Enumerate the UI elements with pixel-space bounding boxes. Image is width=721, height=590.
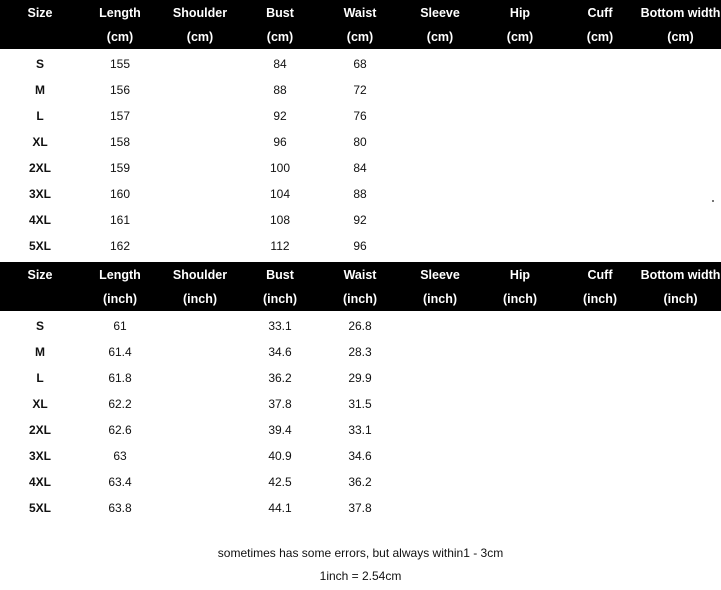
cell-hip	[480, 365, 560, 391]
cell-hip	[480, 77, 560, 103]
table-row	[0, 495, 721, 521]
measurement-error-note: sometimes has some errors, but always within1 - 3cm	[217, 546, 504, 560]
cell-waist: 76	[353, 109, 367, 123]
cell-sleeve	[400, 233, 480, 259]
cell-bust: 36.2	[268, 371, 292, 385]
cell-bottom-width	[640, 495, 721, 521]
cell-size: 5XL	[28, 501, 51, 515]
cell-waist: 31.5	[348, 397, 372, 411]
unit-size	[0, 287, 80, 311]
unit-cuff: (inch)	[582, 292, 618, 306]
cell-length: 159	[109, 161, 131, 175]
cell-bust: 40.9	[268, 449, 292, 463]
cell-bottom-width	[640, 155, 721, 181]
cell-bottom-width	[640, 77, 721, 103]
cell-waist: 34.6	[348, 449, 372, 463]
table-row	[0, 77, 721, 103]
cell-bottom-width	[640, 365, 721, 391]
cell-size: L	[36, 371, 44, 385]
cell-length: 63	[113, 449, 127, 463]
header-bust: Bust	[266, 268, 294, 282]
cell-waist: 92	[353, 213, 367, 227]
cell-shoulder	[160, 181, 240, 207]
header-sleeve: Sleeve	[420, 268, 460, 282]
unit-size	[0, 25, 80, 49]
cell-sleeve	[400, 495, 480, 521]
cell-bottom-width	[640, 443, 721, 469]
cell-sleeve	[400, 443, 480, 469]
unit-length: (cm)	[106, 30, 134, 44]
cell-sleeve	[400, 103, 480, 129]
unit-cuff: (cm)	[586, 30, 614, 44]
cell-length: 62.6	[108, 423, 132, 437]
header-waist: Waist	[343, 6, 377, 20]
table-row	[0, 339, 721, 365]
cell-cuff	[560, 469, 640, 495]
cell-shoulder	[160, 495, 240, 521]
table-row	[0, 155, 721, 181]
cell-hip	[480, 443, 560, 469]
header-name-row	[0, 262, 721, 287]
cell-length: 160	[109, 187, 131, 201]
cell-length: 62.2	[108, 397, 132, 411]
cell-shoulder	[160, 443, 240, 469]
cell-length: 61.4	[108, 345, 132, 359]
cell-shoulder	[160, 417, 240, 443]
table-row	[0, 49, 721, 77]
cell-shoulder	[160, 103, 240, 129]
cell-bust: 84	[273, 57, 287, 71]
cell-bust: 88	[273, 83, 287, 97]
cell-shoulder	[160, 391, 240, 417]
cell-waist: 96	[353, 239, 367, 253]
unit-hip: (cm)	[506, 30, 534, 44]
cell-bust: 112	[270, 239, 290, 253]
cell-bust: 33.1	[268, 319, 292, 333]
cell-cuff	[560, 417, 640, 443]
cell-cuff	[560, 339, 640, 365]
cell-hip	[480, 103, 560, 129]
cell-hip	[480, 233, 560, 259]
cell-size: S	[35, 319, 44, 333]
cell-cuff	[560, 311, 640, 339]
cell-cuff	[560, 365, 640, 391]
unit-bottom-width: (inch)	[663, 292, 698, 306]
unit-hip: (inch)	[502, 292, 538, 306]
header-unit-row	[0, 287, 721, 311]
cell-bust: 92	[273, 109, 287, 123]
cell-sleeve	[400, 77, 480, 103]
size-table-inch	[0, 262, 721, 521]
cell-cuff	[560, 495, 640, 521]
cell-sleeve	[400, 129, 480, 155]
cell-size: M	[35, 83, 45, 97]
cell-waist: 33.1	[348, 423, 372, 437]
cell-bust: 96	[273, 135, 287, 149]
unit-waist: (cm)	[346, 30, 374, 44]
cell-length: 155	[109, 57, 131, 71]
cell-waist: 28.3	[348, 345, 372, 359]
table-header	[0, 0, 721, 49]
cell-bottom-width	[640, 417, 721, 443]
cell-waist: 84	[353, 161, 367, 175]
table-row	[0, 443, 721, 469]
unit-waist: (inch)	[342, 292, 378, 306]
header-name-row	[0, 0, 721, 25]
cell-waist: 80	[353, 135, 367, 149]
unit-sleeve: (cm)	[426, 30, 454, 44]
cell-bottom-width	[640, 49, 721, 77]
cell-length: 161	[109, 213, 131, 227]
cell-bust: 104	[269, 187, 291, 201]
cell-bust: 42.5	[268, 475, 292, 489]
cell-size: 3XL	[28, 449, 51, 463]
cell-sleeve	[400, 49, 480, 77]
cell-bottom-width	[640, 129, 721, 155]
cell-sleeve	[400, 417, 480, 443]
header-length: Length	[99, 6, 141, 20]
header-bottom-width: Bottom width	[640, 268, 721, 282]
cell-shoulder	[160, 207, 240, 233]
cell-bust: 100	[269, 161, 291, 175]
unit-bust: (cm)	[266, 30, 294, 44]
cell-shoulder	[160, 365, 240, 391]
cell-shoulder	[160, 77, 240, 103]
table-header	[0, 262, 721, 311]
table-row	[0, 417, 721, 443]
cell-bottom-width	[640, 233, 721, 259]
header-unit-row	[0, 25, 721, 49]
cell-shoulder	[160, 155, 240, 181]
table-row	[0, 391, 721, 417]
size-table-cm	[0, 0, 721, 259]
cell-hip	[480, 391, 560, 417]
cell-length: 158	[109, 135, 131, 149]
cell-sleeve	[400, 339, 480, 365]
cell-sleeve	[400, 181, 480, 207]
unit-shoulder: (inch)	[182, 292, 218, 306]
unit-sleeve: (inch)	[422, 292, 458, 306]
table-row	[0, 129, 721, 155]
cell-hip	[480, 417, 560, 443]
cell-hip	[480, 155, 560, 181]
cell-bottom-width	[640, 469, 721, 495]
cell-cuff	[560, 443, 640, 469]
cell-hip	[480, 311, 560, 339]
cell-cuff	[560, 207, 640, 233]
cell-sleeve	[400, 391, 480, 417]
header-shoulder: Shoulder	[172, 6, 228, 20]
header-shoulder: Shoulder	[172, 268, 228, 282]
unit-conversion-note: 1inch = 2.54cm	[319, 569, 402, 583]
cell-length: 63.4	[108, 475, 132, 489]
header-length: Length	[99, 268, 141, 282]
cell-length: 61.8	[108, 371, 132, 385]
cell-size: S	[35, 57, 44, 71]
header-hip: Hip	[509, 6, 531, 20]
unit-bottom-width: (cm)	[667, 30, 694, 44]
header-cuff: Cuff	[587, 268, 613, 282]
cell-bottom-width	[640, 207, 721, 233]
cell-bottom-width	[640, 339, 721, 365]
cell-bottom-width	[640, 181, 721, 207]
cell-cuff	[560, 77, 640, 103]
cell-cuff	[560, 155, 640, 181]
cell-sleeve	[400, 365, 480, 391]
table-row	[0, 469, 721, 495]
cell-shoulder	[160, 233, 240, 259]
cell-waist: 36.2	[348, 475, 372, 489]
table-row	[0, 181, 721, 207]
cell-cuff	[560, 49, 640, 77]
cell-bottom-width	[640, 391, 721, 417]
cell-shoulder	[160, 469, 240, 495]
table-row	[0, 365, 721, 391]
header-size: Size	[27, 268, 53, 282]
cell-waist: 37.8	[348, 501, 372, 515]
header-bottom-width: Bottom width	[640, 6, 721, 20]
unit-bust: (inch)	[262, 292, 298, 306]
cell-length: 162	[109, 239, 131, 253]
cell-size: XL	[32, 397, 48, 411]
cell-waist: 68	[353, 57, 367, 71]
cell-size: L	[36, 109, 44, 123]
cell-hip	[480, 469, 560, 495]
cell-shoulder	[160, 129, 240, 155]
cell-bust: 37.8	[268, 397, 292, 411]
cell-shoulder	[160, 339, 240, 365]
cell-bust: 108	[269, 213, 291, 227]
cell-length: 61	[113, 319, 127, 333]
cell-bust: 34.6	[268, 345, 292, 359]
cell-cuff	[560, 181, 640, 207]
cell-size: 5XL	[28, 239, 51, 253]
cell-hip	[480, 339, 560, 365]
cell-hip	[480, 181, 560, 207]
header-hip: Hip	[509, 268, 531, 282]
stray-mark	[712, 200, 714, 202]
cell-bottom-width	[640, 103, 721, 129]
cell-cuff	[560, 103, 640, 129]
unit-shoulder: (cm)	[186, 30, 214, 44]
header-sleeve: Sleeve	[420, 6, 460, 20]
cell-length: 63.8	[108, 501, 132, 515]
cell-shoulder	[160, 311, 240, 339]
cell-sleeve	[400, 311, 480, 339]
table-row	[0, 311, 721, 339]
cell-size: XL	[32, 135, 48, 149]
cell-cuff	[560, 391, 640, 417]
cell-size: 2XL	[28, 423, 51, 437]
cell-bust: 44.1	[268, 501, 292, 515]
cell-size: 3XL	[28, 187, 51, 201]
cell-length: 157	[109, 109, 131, 123]
table-body	[0, 311, 721, 521]
cell-waist: 88	[353, 187, 367, 201]
cell-length: 156	[109, 83, 131, 97]
cell-hip	[480, 129, 560, 155]
cell-bottom-width	[640, 311, 721, 339]
table-row	[0, 233, 721, 259]
header-bust: Bust	[266, 6, 294, 20]
header-cuff: Cuff	[587, 6, 613, 20]
cell-cuff	[560, 129, 640, 155]
cell-bust: 39.4	[268, 423, 292, 437]
cell-size: M	[35, 345, 45, 359]
cell-size: 4XL	[28, 213, 51, 227]
unit-length: (inch)	[102, 292, 138, 306]
cell-waist: 72	[353, 83, 367, 97]
cell-size: 2XL	[28, 161, 51, 175]
table-row	[0, 103, 721, 129]
cell-shoulder	[160, 49, 240, 77]
header-size: Size	[27, 6, 53, 20]
cell-waist: 26.8	[348, 319, 372, 333]
cell-hip	[480, 207, 560, 233]
header-waist: Waist	[343, 268, 377, 282]
cell-size: 4XL	[28, 475, 51, 489]
table-row	[0, 207, 721, 233]
cell-hip	[480, 49, 560, 77]
cell-waist: 29.9	[348, 371, 372, 385]
cell-cuff	[560, 233, 640, 259]
cell-sleeve	[400, 469, 480, 495]
table-body	[0, 49, 721, 259]
cell-hip	[480, 495, 560, 521]
cell-sleeve	[400, 207, 480, 233]
cell-sleeve	[400, 155, 480, 181]
